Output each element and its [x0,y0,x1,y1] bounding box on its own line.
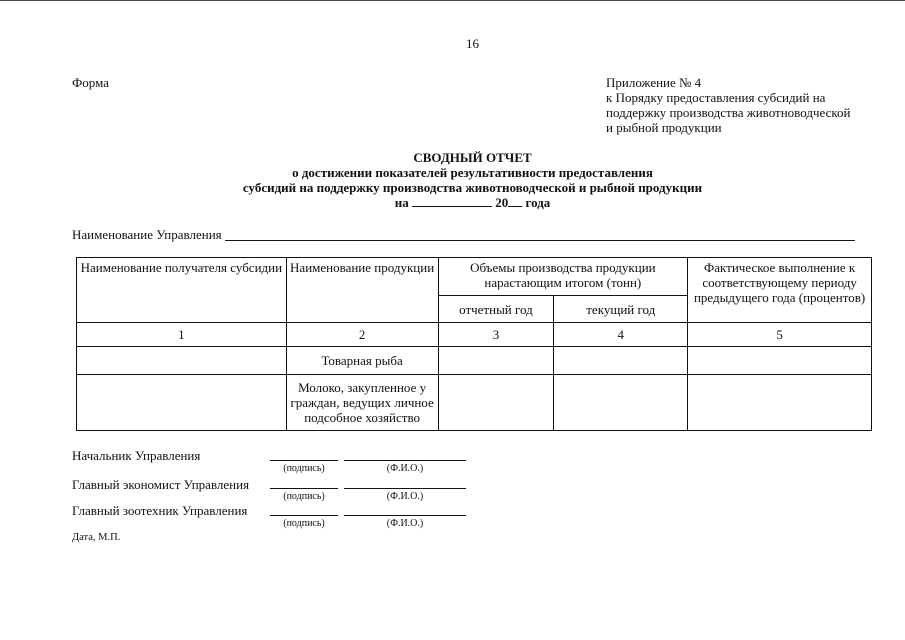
column-number: 3 [438,323,554,347]
date-prefix: на [394,195,409,210]
name-caption: (Ф.И.О.) [386,463,424,474]
cell-product: Молоко, закупленное у граждан, ведущих личное подсобное хозяйство [286,375,438,431]
date-blank-field[interactable] [412,195,492,207]
department-label: Наименование Управления [72,227,222,242]
header-volumes: Объемы производства продукции нарастающим итогом (тонн) [438,258,688,296]
name-line[interactable] [344,460,466,461]
cell-current-year[interactable] [554,347,688,375]
page-top-border [0,0,905,1]
cell-reporting-year[interactable] [438,375,554,431]
appendix-line: Приложение № 4 [606,75,702,90]
date-suffix: года [525,195,551,210]
report-title [0,150,905,210]
report-heading: СВОДНЫЙ ОТЧЕТ [413,150,532,165]
signature-label-economist: Главный экономист Управления [72,477,250,492]
cell-current-year[interactable] [554,375,688,431]
header-current-year: текущий год [554,296,688,323]
date-stamp-label: Дата, М.П. [72,532,121,543]
column-number: 5 [688,323,872,347]
signature-label-zootechnician: Главный зоотехник Управления [72,503,248,518]
cell-product: Товарная рыба [286,347,438,375]
signature-label-head: Начальник Управления [72,448,201,463]
signature-line[interactable] [270,488,338,489]
signature-caption: (подпись) [283,491,325,502]
name-caption: (Ф.И.О.) [386,518,424,529]
signature-line[interactable] [270,515,338,516]
cell-actual[interactable] [688,375,872,431]
appendix-line: к Порядку предоставления субсидий на [606,90,826,105]
report-subtitle-line1: о достижении показателей результативности предоставления [292,165,653,180]
header-recipient: Наименование получателя субсидии [77,258,287,323]
cell-actual[interactable] [688,347,872,375]
appendix-line: поддержку производства животноводческой [606,105,851,120]
name-line[interactable] [344,488,466,489]
cell-reporting-year[interactable] [438,347,554,375]
appendix-line: и рыбной продукции [606,120,722,135]
column-number: 4 [554,323,688,347]
header-reporting-year: отчетный год [438,296,554,323]
column-number: 2 [286,323,438,347]
table-row [77,347,872,375]
signature-line[interactable] [270,460,338,461]
cell-recipient[interactable] [77,375,287,431]
date-year-prefix: 20 [495,195,509,210]
year-blank-field[interactable] [508,195,522,207]
form-label: Форма [72,75,109,90]
department-input-line[interactable] [225,240,855,241]
report-date-line [0,195,905,210]
header-actual: Фактическое выполнение к соответствующему периоду предыдущего года (процентов) [688,258,872,323]
appendix-note [606,75,850,135]
header-product: Наименование продукции [286,258,438,323]
column-number: 1 [77,323,287,347]
cell-recipient[interactable] [77,347,287,375]
name-caption: (Ф.И.О.) [386,491,424,502]
report-table [76,257,872,431]
page-number: 16 [466,36,479,51]
signature-caption: (подпись) [283,463,325,474]
signature-caption: (подпись) [283,518,325,529]
name-line[interactable] [344,515,466,516]
report-subtitle-line2: субсидий на поддержку производства животноводческой и рыбной продукции [242,180,703,195]
table-row [77,375,872,431]
